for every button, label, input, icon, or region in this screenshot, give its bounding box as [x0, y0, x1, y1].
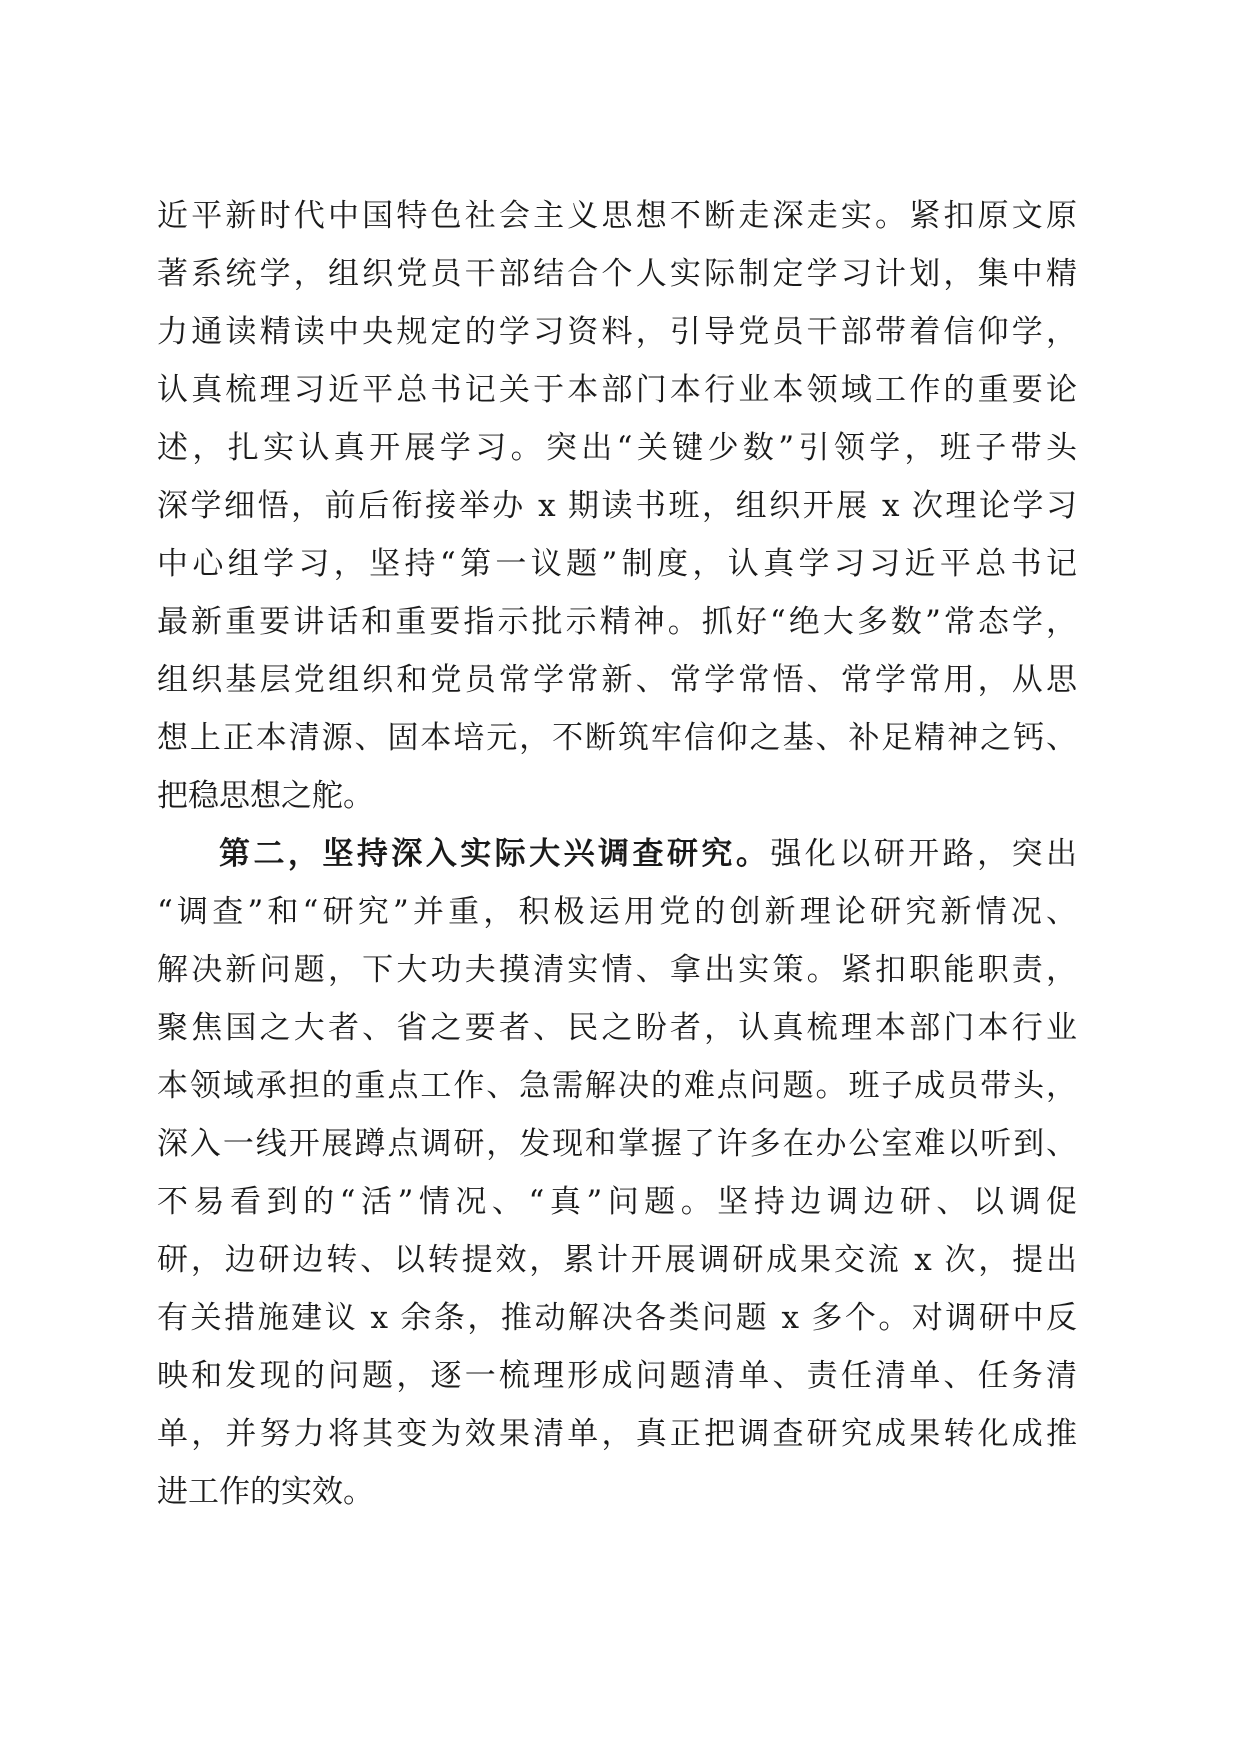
paragraph-study [157, 187, 1077, 825]
paragraph-research [157, 825, 1077, 1521]
text-line: 组织基层党组织和党员常学常新、常学常悟、常学常用，从思 [157, 662, 1077, 698]
text-line: “调查”和“研究”并重，积极运用党的创新理论研究新情况、 [157, 894, 1077, 930]
text-line [157, 825, 1077, 883]
text-line: 述，扎实认真开展学习。突出“关键少数”引领学，班子带头 [157, 430, 1077, 466]
text-line: 近平新时代中国特色社会主义思想不断走深走实。紧扣原文原 [157, 198, 1077, 234]
section-heading: 第二，坚持深入实际大兴调查研究。 [219, 836, 771, 872]
text-line: 研，边研边转、以转提效，累计开展调研成果交流 x 次，提出 [157, 1242, 1077, 1278]
text-line: 不易看到的“活”情况、“真”问题。坚持边调边研、以调促 [157, 1184, 1077, 1220]
text-line: 聚焦国之大者、省之要者、民之盼者，认真梳理本部门本行业 [157, 1010, 1077, 1046]
text-line: 有关措施建议 x 余条，推动解决各类问题 x 多个。对调研中反 [157, 1300, 1077, 1336]
heading-line-text: 强化以研开路，突出 [770, 836, 1078, 872]
text-line: 最新重要讲话和重要指示批示精神。抓好“绝大多数”常态学， [157, 604, 1077, 640]
text-line: 力通读精读中央规定的学习资料，引导党员干部带着信仰学， [157, 314, 1077, 350]
text-line: 深入一线开展蹲点调研，发现和掌握了许多在办公室难以听到、 [157, 1126, 1077, 1162]
text-line: 深学细悟，前后衔接举办 x 期读书班，组织开展 x 次理论学习 [157, 488, 1077, 524]
text-line: 把稳思想之舵。 [157, 778, 374, 814]
document-body [157, 187, 1077, 1521]
text-line: 本领域承担的重点工作、急需解决的难点问题。班子成员带头， [157, 1068, 1077, 1104]
text-line: 进工作的实效。 [157, 1474, 374, 1510]
text-line: 解决新问题，下大功夫摸清实情、拿出实策。紧扣职能职责， [157, 952, 1077, 988]
text-line: 单，并努力将其变为效果清单，真正把调查研究成果转化成推 [157, 1416, 1077, 1452]
text-line: 认真梳理习近平总书记关于本部门本行业本领域工作的重要论 [157, 372, 1077, 408]
text-line: 映和发现的问题，逐一梳理形成问题清单、责任清单、任务清 [157, 1358, 1077, 1394]
text-line: 想上正本清源、固本培元，不断筑牢信仰之基、补足精神之钙、 [157, 720, 1077, 756]
text-line: 中心组学习，坚持“第一议题”制度，认真学习习近平总书记 [157, 546, 1077, 582]
text-line: 著系统学，组织党员干部结合个人实际制定学习计划，集中精 [157, 256, 1077, 292]
